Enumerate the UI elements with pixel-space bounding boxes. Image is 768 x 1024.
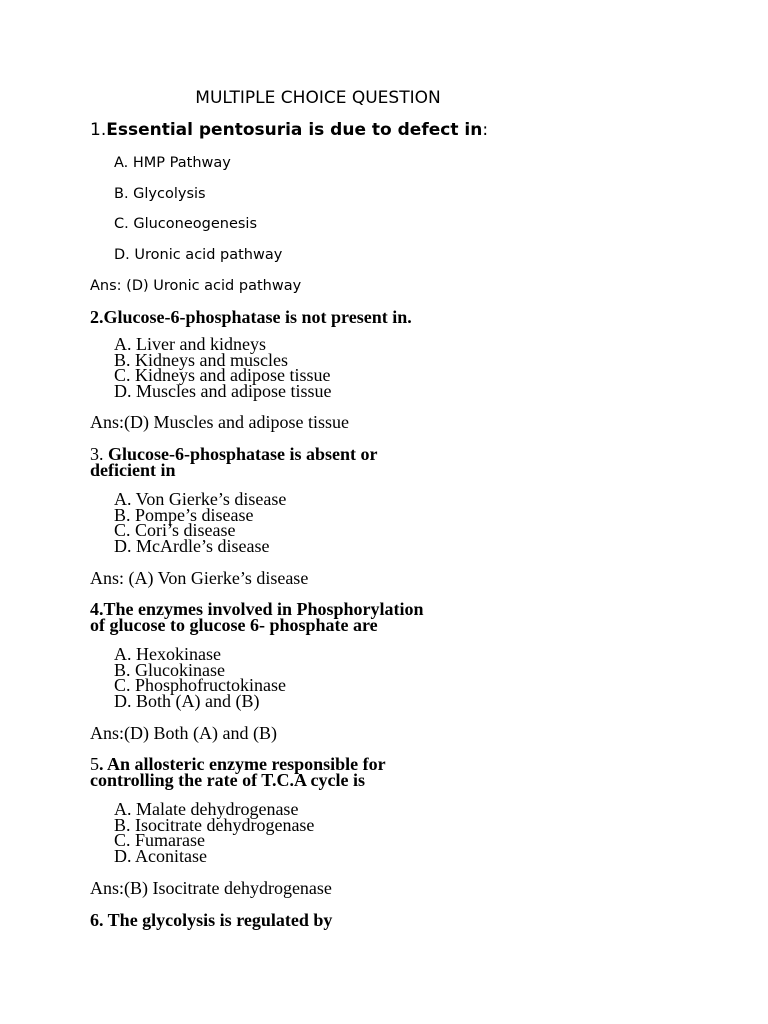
question-5-answer: Ans:(B) Isocitrate dehydrogenase [90,878,332,898]
question-5 [90,756,490,788]
question-1-number: 1. [90,120,107,140]
question-5-option-d: D. Aconitase [114,845,207,866]
question-4-option-c: C. Phosphofructokinase [114,675,286,695]
question-3-option-a: A. Von Gierke’s disease [114,489,287,509]
question-1-text: Essential pentosuria is due to defect in [106,120,483,140]
question-2-option-a: A. Liver and kidneys [114,334,266,354]
question-3-option-c: C. Cori’s disease [114,520,236,540]
question-5-option-c: C. Fumarase [114,830,205,850]
question-6-text: 6. The glycolysis is regulated by [90,910,333,930]
question-1-option-b: B. Glycolysis [114,186,206,202]
question-3-option-d: D. McArdle’s disease [114,535,270,556]
question-2 [90,309,490,325]
question-1-option-a: A. HMP Pathway [114,155,231,171]
question-2-option-d: D. Muscles and adipose tissue [114,380,332,401]
question-4 [90,601,490,633]
question-3 [90,446,490,478]
question-1-suffix: : [482,120,489,140]
question-2-options [114,334,332,401]
page-title: MULTIPLE CHOICE QUESTION [195,88,441,108]
question-5-options [114,799,315,866]
question-4-text-line1: 4.The enzymes involved in Phosphorylation [90,599,424,619]
question-3-number: 3. [90,444,108,464]
question-4-answer: Ans:(D) Both (A) and (B) [90,723,277,743]
question-4-option-d: D. Both (A) and (B) [114,690,260,711]
question-1-option-c: C. Gluconeogenesis [114,216,257,232]
question-2-text: Glucose-6-phosphatase is not present in. [103,307,412,327]
question-5-text-line2: controlling the rate of T.C.A cycle is [90,770,365,790]
question-3-text-line2: deficient in [90,460,176,480]
question-5-option-a: A. Malate dehydrogenase [114,799,299,819]
question-2-number: 2. [90,307,104,327]
question-5-number: 5 [90,754,99,774]
question-1-answer: Ans: (D) Uronic acid pathway [90,278,302,294]
question-6 [90,912,490,928]
question-3-answer: Ans: (A) Von Gierke’s disease [90,568,309,588]
question-1 [90,120,488,140]
question-3-text-line1: Glucose-6-phosphatase is absent or [108,444,378,464]
question-4-text-line2: of glucose to glucose 6- phosphate are [90,615,378,635]
question-3-option-b: B. Pompe’s disease [114,504,254,525]
question-4-option-a: A. Hexokinase [114,644,221,664]
question-5-text-line1: . An allosteric enzyme responsible for [99,754,386,774]
question-5-option-b: B. Isocitrate dehydrogenase [114,814,315,835]
question-4-option-b: B. Glucokinase [114,659,225,680]
question-2-option-b: B. Kidneys and muscles [114,349,288,370]
question-3-options [114,489,287,556]
question-2-answer: Ans:(D) Muscles and adipose tissue [90,412,349,432]
question-1-option-d: D. Uronic acid pathway [114,247,283,263]
question-4-options [114,644,286,711]
question-2-option-c: C. Kidneys and adipose tissue [114,365,331,385]
